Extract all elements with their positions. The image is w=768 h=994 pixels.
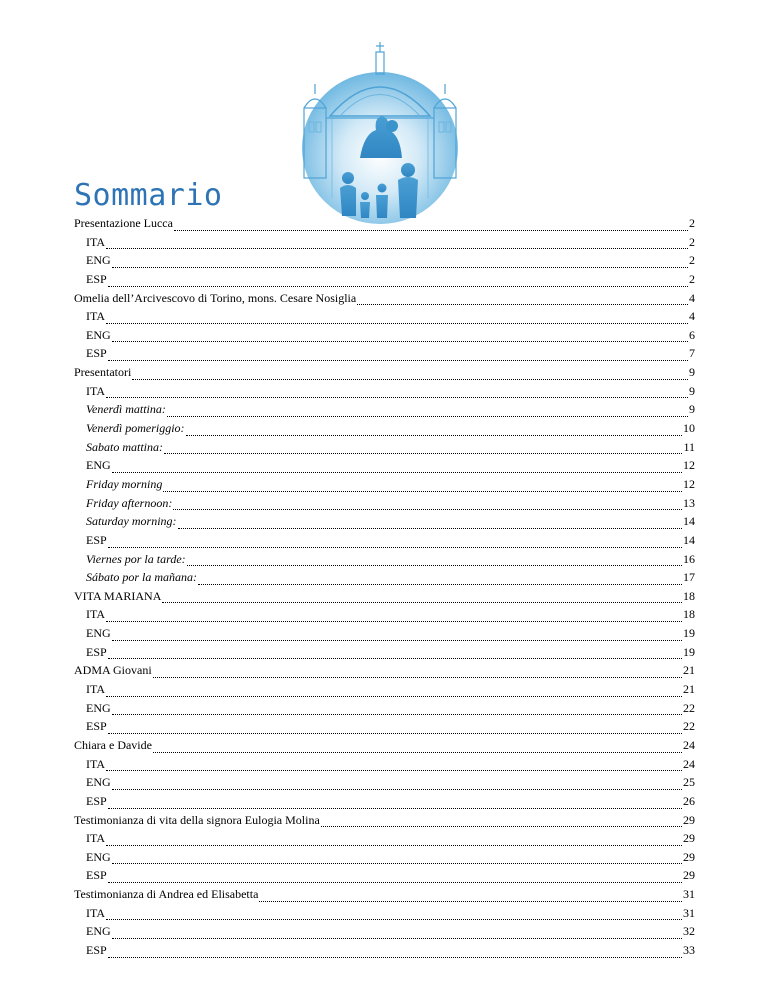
- toc-subentry[interactable]: [74, 570, 695, 589]
- toc-entry-label: ITA: [86, 756, 106, 771]
- toc-leader-dots: [259, 901, 682, 902]
- toc-entry-label: Friday morning: [86, 476, 163, 491]
- toc-page-number: 4: [689, 309, 695, 324]
- toc-page-number: 10: [683, 421, 695, 436]
- toc-subentry[interactable]: [74, 440, 695, 459]
- toc-subentry[interactable]: [74, 607, 695, 626]
- toc-entry-label: Omelia dell’Arcivescovo di Torino, mons. Cesare Nosiglia: [74, 290, 357, 305]
- toc-page-number: 14: [683, 532, 695, 547]
- toc-page-number: 12: [683, 458, 695, 473]
- toc-leader-dots: [198, 584, 682, 585]
- toc-entry-label: ESP: [86, 271, 107, 286]
- toc-entry-label: ITA: [86, 607, 106, 622]
- table-of-contents: [74, 216, 695, 962]
- toc-leader-dots: [106, 397, 688, 398]
- toc-page-number: 22: [683, 700, 695, 715]
- toc-page-number: 29: [683, 868, 695, 883]
- toc-leader-dots: [108, 957, 682, 958]
- toc-entry-label: ITA: [86, 905, 106, 920]
- toc-leader-dots: [153, 677, 682, 678]
- toc-leader-dots: [186, 435, 682, 436]
- toc-entry[interactable]: [74, 589, 695, 608]
- toc-page-number: 24: [683, 737, 695, 752]
- toc-leader-dots: [163, 491, 682, 492]
- toc-subentry[interactable]: [74, 253, 695, 272]
- toc-leader-dots: [112, 714, 682, 715]
- toc-entry-label: ENG: [86, 849, 111, 864]
- toc-page-number: 12: [683, 476, 695, 491]
- toc-leader-dots: [187, 565, 682, 566]
- toc-entry-label: ESP: [86, 868, 107, 883]
- toc-page-number: 21: [683, 663, 695, 678]
- toc-leader-dots: [108, 360, 688, 361]
- toc-subentry[interactable]: [74, 346, 695, 365]
- toc-entry-label: ADMA Giovani: [74, 663, 152, 678]
- toc-entry-label: Friday afternoon:: [86, 495, 173, 510]
- toc-entry-label: Presentatori: [74, 365, 132, 380]
- toc-entry[interactable]: [74, 365, 695, 384]
- toc-entry-label: VITA MARIANA: [74, 588, 162, 603]
- toc-leader-dots: [321, 826, 682, 827]
- toc-subentry[interactable]: [74, 552, 695, 571]
- toc-entry-label: Testimonianza di Andrea ed Elisabetta: [74, 887, 259, 902]
- toc-subentry[interactable]: [74, 943, 695, 962]
- toc-page-number: 26: [683, 793, 695, 808]
- toc-leader-dots: [112, 341, 688, 342]
- toc-leader-dots: [112, 472, 682, 473]
- toc-entry[interactable]: [74, 663, 695, 682]
- toc-subentry[interactable]: [74, 458, 695, 477]
- toc-subentry[interactable]: [74, 328, 695, 347]
- toc-page-number: 25: [683, 775, 695, 790]
- toc-leader-dots: [106, 919, 682, 920]
- page-title: Sommario: [74, 178, 223, 213]
- toc-page-number: 2: [689, 216, 695, 230]
- toc-page-number: 31: [683, 887, 695, 902]
- toc-entry[interactable]: [74, 813, 695, 832]
- toc-subentry[interactable]: [74, 850, 695, 869]
- toc-entry-label: ESP: [86, 942, 107, 957]
- toc-entry-label: ITA: [86, 682, 106, 697]
- toc-subentry[interactable]: [74, 719, 695, 738]
- toc-leader-dots: [112, 938, 682, 939]
- toc-entry-label: ITA: [86, 309, 106, 324]
- toc-subentry[interactable]: [74, 757, 695, 776]
- toc-entry-label: ESP: [86, 532, 107, 547]
- toc-entry-label: ESP: [86, 644, 107, 659]
- toc-leader-dots: [108, 286, 688, 287]
- toc-entry-label: ITA: [86, 831, 106, 846]
- toc-entry-label: ENG: [86, 775, 111, 790]
- toc-page-number: 29: [683, 831, 695, 846]
- toc-entry-label: Sabato mattina:: [86, 439, 163, 454]
- toc-entry-label: ENG: [86, 327, 111, 342]
- toc-page-number: 9: [689, 365, 695, 380]
- toc-subentry[interactable]: [74, 682, 695, 701]
- toc-subentry[interactable]: [74, 924, 695, 943]
- toc-page-number: 16: [683, 551, 695, 566]
- toc-entry-label: Chiara e Davide: [74, 737, 152, 752]
- toc-subentry[interactable]: [74, 626, 695, 645]
- toc-page-number: 31: [683, 905, 695, 920]
- toc-entry-label: Viernes por la tarde:: [86, 551, 186, 566]
- toc-page-number: 14: [683, 514, 695, 529]
- toc-leader-dots: [112, 863, 682, 864]
- toc-leader-dots: [108, 808, 682, 809]
- toc-entry[interactable]: [74, 216, 695, 235]
- toc-leader-dots: [162, 602, 682, 603]
- toc-page-number: 24: [683, 756, 695, 771]
- toc-page-number: 33: [683, 942, 695, 957]
- toc-subentry[interactable]: [74, 421, 695, 440]
- toc-page-number: 32: [683, 924, 695, 939]
- toc-leader-dots: [132, 379, 688, 380]
- toc-entry[interactable]: [74, 291, 695, 310]
- toc-leader-dots: [174, 230, 688, 231]
- toc-leader-dots: [106, 770, 682, 771]
- toc-leader-dots: [108, 882, 682, 883]
- toc-page-number: 17: [683, 570, 695, 585]
- toc-subentry[interactable]: [74, 868, 695, 887]
- toc-leader-dots: [108, 547, 682, 548]
- toc-entry-label: ENG: [86, 700, 111, 715]
- toc-subentry[interactable]: [74, 645, 695, 664]
- toc-leader-dots: [112, 640, 682, 641]
- toc-entry[interactable]: [74, 887, 695, 906]
- toc-leader-dots: [106, 323, 688, 324]
- toc-page-number: 18: [683, 607, 695, 622]
- toc-page-number: 7: [689, 346, 695, 361]
- toc-page-number: 11: [683, 439, 695, 454]
- toc-leader-dots: [106, 248, 688, 249]
- toc-page-number: 2: [689, 234, 695, 249]
- toc-leader-dots: [173, 509, 682, 510]
- toc-leader-dots: [112, 267, 688, 268]
- toc-leader-dots: [164, 453, 682, 454]
- toc-page-number: 19: [683, 644, 695, 659]
- toc-subentry[interactable]: [74, 384, 695, 403]
- toc-leader-dots: [178, 528, 682, 529]
- toc-page-number: 19: [683, 626, 695, 641]
- toc-subentry[interactable]: [74, 794, 695, 813]
- toc-leader-dots: [106, 696, 682, 697]
- toc-leader-dots: [153, 752, 682, 753]
- toc-subentry[interactable]: [74, 477, 695, 496]
- toc-leader-dots: [108, 658, 682, 659]
- toc-entry-label: ITA: [86, 234, 106, 249]
- toc-entry-label: Testimonianza di vita della signora Eulogia Molina: [74, 812, 320, 827]
- toc-entry-label: ENG: [86, 458, 111, 473]
- toc-page-number: 18: [683, 588, 695, 603]
- toc-leader-dots: [112, 789, 682, 790]
- toc-subentry[interactable]: [74, 906, 695, 925]
- toc-entry-label: Presentazione Lucca: [74, 216, 173, 230]
- toc-page-number: 13: [683, 495, 695, 510]
- toc-page-number: 9: [689, 402, 695, 417]
- toc-entry-label: ENG: [86, 924, 111, 939]
- toc-page-number: 29: [683, 849, 695, 864]
- toc-subentry[interactable]: [74, 235, 695, 254]
- toc-leader-dots: [106, 621, 682, 622]
- toc-page-number: 2: [689, 271, 695, 286]
- toc-entry-label: ITA: [86, 383, 106, 398]
- toc-page-number: 22: [683, 719, 695, 734]
- toc-entry[interactable]: [74, 738, 695, 757]
- toc-entry-label: ENG: [86, 626, 111, 641]
- toc-subentry[interactable]: [74, 775, 695, 794]
- toc-entry-label: Sábato por la mañana:: [86, 570, 197, 585]
- basilica-family-logo-icon: [290, 38, 470, 230]
- toc-page-number: 21: [683, 682, 695, 697]
- toc-entry-label: Saturday morning:: [86, 514, 177, 529]
- toc-page-number: 4: [689, 290, 695, 305]
- toc-entry-label: Venerdì pomeriggio:: [86, 421, 185, 436]
- toc-entry-label: ESP: [86, 346, 107, 361]
- toc-subentry[interactable]: [74, 496, 695, 515]
- toc-subentry[interactable]: [74, 514, 695, 533]
- toc-entry-label: ESP: [86, 793, 107, 808]
- toc-entry-label: ENG: [86, 253, 111, 268]
- toc-leader-dots: [357, 304, 688, 305]
- toc-subentry[interactable]: [74, 272, 695, 291]
- toc-subentry[interactable]: [74, 309, 695, 328]
- toc-page-number: 2: [689, 253, 695, 268]
- toc-subentry[interactable]: [74, 701, 695, 720]
- toc-page-number: 9: [689, 383, 695, 398]
- toc-entry-label: ESP: [86, 719, 107, 734]
- toc-page-number: 6: [689, 327, 695, 342]
- toc-page-number: 29: [683, 812, 695, 827]
- toc-subentry[interactable]: [74, 831, 695, 850]
- toc-subentry[interactable]: [74, 402, 695, 421]
- toc-leader-dots: [108, 733, 682, 734]
- toc-leader-dots: [167, 416, 688, 417]
- toc-subentry[interactable]: [74, 533, 695, 552]
- toc-leader-dots: [106, 845, 682, 846]
- toc-entry-label: Venerdì mattina:: [86, 402, 166, 417]
